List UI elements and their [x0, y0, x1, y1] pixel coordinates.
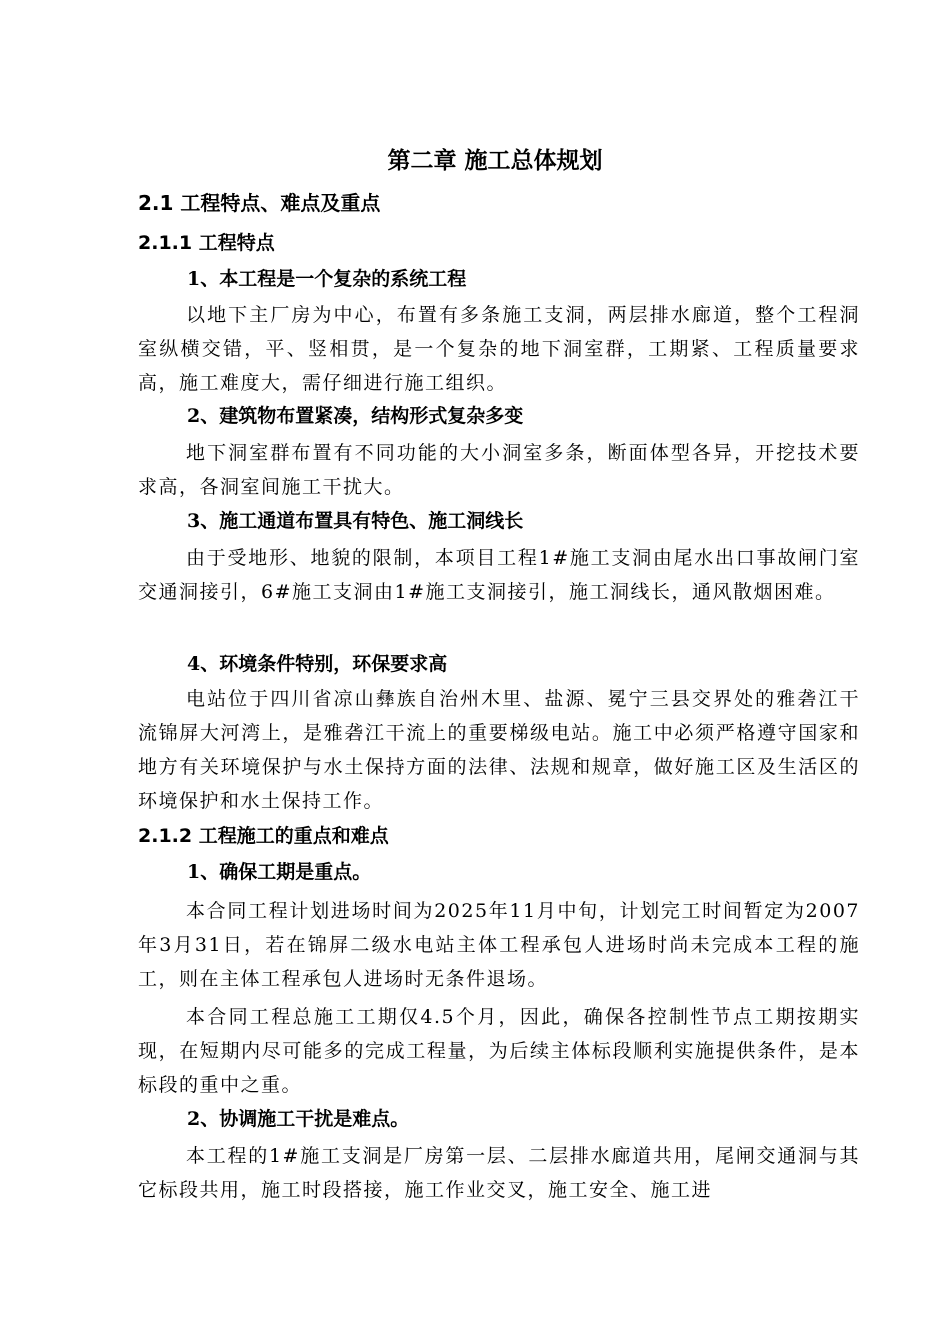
- section-heading-2-1: 2.1 工程特点、难点及重点: [138, 191, 381, 215]
- item-heading-construction-access: 3、施工通道布置具有特色、施工洞线长: [187, 510, 524, 532]
- item-heading-environment: 4、环境条件特别，环保要求高: [187, 653, 448, 675]
- paragraph-environment: 电站位于四川省凉山彝族自治州木里、盐源、冕宁三县交界处的雅砻江干流锦屏大河湾上，是雅砻江干流上的重要梯级电站。施工中必须严格遵守国家和地方有关环境保护与水土保持方面的法律、法规和规章，做好施工区及生活区的环境保护和水土保持工作。: [138, 688, 860, 812]
- paragraph-compact-layout: 地下洞室群布置有不同功能的大小洞室多条，断面体型各异，开挖技术要求高，各洞室间施工干扰大。: [138, 442, 860, 498]
- chapter-title: 第二章 施工总体规划: [387, 148, 603, 174]
- item-heading-schedule: 1、确保工期是重点。: [187, 861, 372, 883]
- paragraph-complex-system: 以地下主厂房为中心，布置有多条施工支洞，两层排水廊道，整个工程洞室纵横交错，平、竖相贯，是一个复杂的地下洞室群，工期紧、工程质量要求高，施工难度大，需仔细进行施工组织。: [138, 304, 860, 394]
- paragraph-coordination: 本工程的1#施工支洞是厂房第一层、二层排水廊道共用，尾闸交通洞与其它标段共用，施工时段搭接，施工作业交叉，施工安全、施工进: [138, 1145, 860, 1201]
- paragraph-schedule-duration: 本合同工程总施工工期仅4.5个月，因此，确保各控制性节点工期按期实现，在短期内尽可能多的完成工程量，为后续主体标段顺利实施提供条件，是本标段的重中之重。: [138, 1006, 860, 1096]
- paragraph-construction-access: 由于受地形、地貌的限制，本项目工程1#施工支洞由尾水出口事故闸门室交通洞接引，6#施工支洞由1#施工支洞接引，施工洞线长，通风散烟困难。: [138, 547, 860, 603]
- item-heading-coordination: 2、协调施工干扰是难点。: [187, 1108, 410, 1130]
- item-heading-compact-layout: 2、建筑物布置紧凑，结构形式复杂多变: [187, 405, 524, 427]
- section-heading-2-1-1: 2.1.1 工程特点: [138, 232, 275, 254]
- section-heading-2-1-2: 2.1.2 工程施工的重点和难点: [138, 825, 389, 847]
- item-heading-complex-system: 1、本工程是一个复杂的系统工程: [187, 268, 467, 290]
- paragraph-schedule-dates: 本合同工程计划进场时间为2025年11月中旬，计划完工时间暂定为2007年3月31日，若在锦屏二级水电站主体工程承包人进场时尚未完成本工程的施工，则在主体工程承包人进场时无条件退场。: [138, 900, 860, 990]
